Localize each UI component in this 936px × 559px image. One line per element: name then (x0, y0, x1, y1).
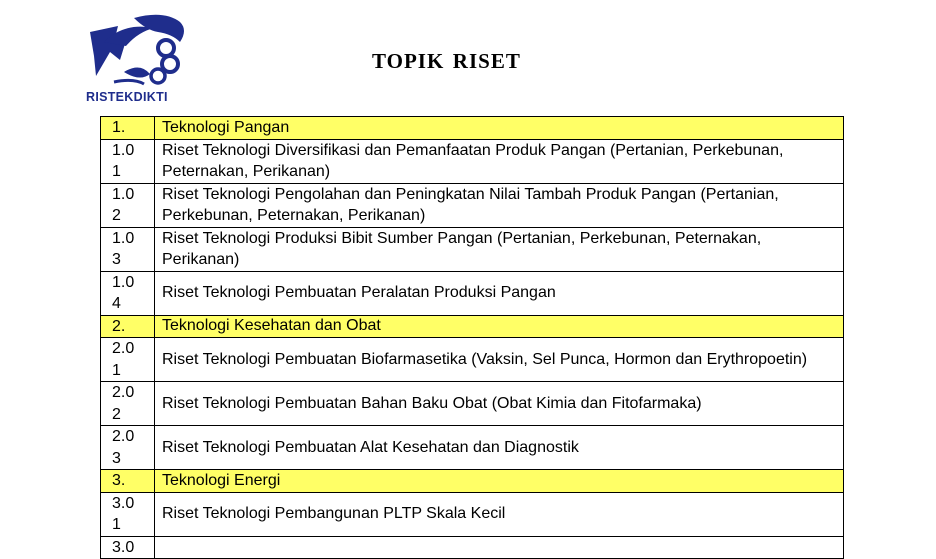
topic-number: 1.0 (112, 273, 135, 291)
topic-number: 3 (112, 449, 121, 467)
topic-number-cell (101, 227, 155, 271)
topic-number: 3.0 (112, 538, 135, 556)
topic-description: Riset Teknologi Pengolahan dan Peningkatan Nilai Tambah Produk Pangan (Pertanian, Perkebunan, Peternakan, Perikanan) (155, 183, 844, 227)
topic-title: Teknologi Energi (155, 470, 844, 493)
topic-title: Teknologi Pangan (155, 117, 844, 140)
topic-number-cell (101, 183, 155, 227)
topic-row (101, 183, 844, 227)
topic-number: 1.0 (112, 229, 135, 247)
topic-number-cell (101, 117, 155, 140)
topic-row (101, 338, 844, 382)
topic-number-cell (101, 426, 155, 470)
topic-header-row (101, 470, 844, 493)
topic-description (155, 536, 844, 559)
topic-number: 1 (112, 361, 121, 379)
topic-number: 1 (112, 516, 121, 533)
topic-row (101, 271, 844, 315)
topic-number-cell (101, 271, 155, 315)
topic-row (101, 227, 844, 271)
topic-number: 3. (112, 472, 126, 489)
topic-description: Riset Teknologi Pembuatan Biofarmasetika (Vaksin, Sel Punca, Hormon dan Erythropoetin) (155, 338, 844, 382)
topic-row (101, 139, 844, 183)
topic-row (101, 536, 844, 559)
topic-number: 1 (112, 163, 121, 180)
page-title: topik riset (372, 42, 521, 75)
topic-number-cell (101, 315, 155, 338)
topic-number-cell (101, 536, 155, 559)
topic-description: Riset Teknologi Pembuatan Alat Kesehatan dan Diagnostik (155, 426, 844, 470)
topic-description: Riset Teknologi Diversifikasi dan Pemanfaatan Produk Pangan (Pertanian, Perkebunan, Peternakan, Perikanan) (155, 139, 844, 183)
topic-number: 2 (112, 207, 121, 224)
topic-header-row (101, 315, 844, 338)
topic-description: Riset Teknologi Produksi Bibit Sumber Pangan (Pertanian, Perkebunan, Peternakan, Perikanan) (155, 227, 844, 271)
topic-row (101, 382, 844, 426)
topic-number-cell (101, 382, 155, 426)
topic-number-cell (101, 338, 155, 382)
logo-wordmark: RISTEKDIKTI (86, 90, 168, 104)
topic-description: Riset Teknologi Pembuatan Bahan Baku Obat (Obat Kimia dan Fitofarmaka) (155, 382, 844, 426)
topic-description: Riset Teknologi Pembuatan Peralatan Produksi Pangan (155, 271, 844, 315)
topic-number: 1.0 (112, 141, 135, 159)
topic-row (101, 492, 844, 536)
topic-number-cell (101, 492, 155, 536)
topic-number: 2. (112, 317, 126, 335)
topic-number: 1.0 (112, 185, 135, 203)
topic-number: 2.0 (112, 340, 135, 357)
topic-row (101, 426, 844, 470)
topic-number: 2 (112, 405, 121, 423)
topic-number: 1. (112, 119, 126, 136)
topic-number-cell (101, 139, 155, 183)
research-topics-table (100, 116, 844, 559)
topic-description: Riset Teknologi Pembangunan PLTP Skala Kecil (155, 492, 844, 536)
topic-number: 3.0 (112, 494, 135, 512)
topic-number-cell (101, 470, 155, 493)
topic-number: 2.0 (112, 428, 135, 445)
topic-number: 2.0 (112, 384, 135, 401)
ristekdikti-logo (84, 12, 194, 104)
topic-header-row (101, 117, 844, 140)
topic-number: 3 (112, 251, 121, 268)
ristekdikti-emblem-icon (84, 12, 194, 92)
topic-number: 4 (112, 295, 121, 312)
topic-title: Teknologi Kesehatan dan Obat (155, 315, 844, 338)
